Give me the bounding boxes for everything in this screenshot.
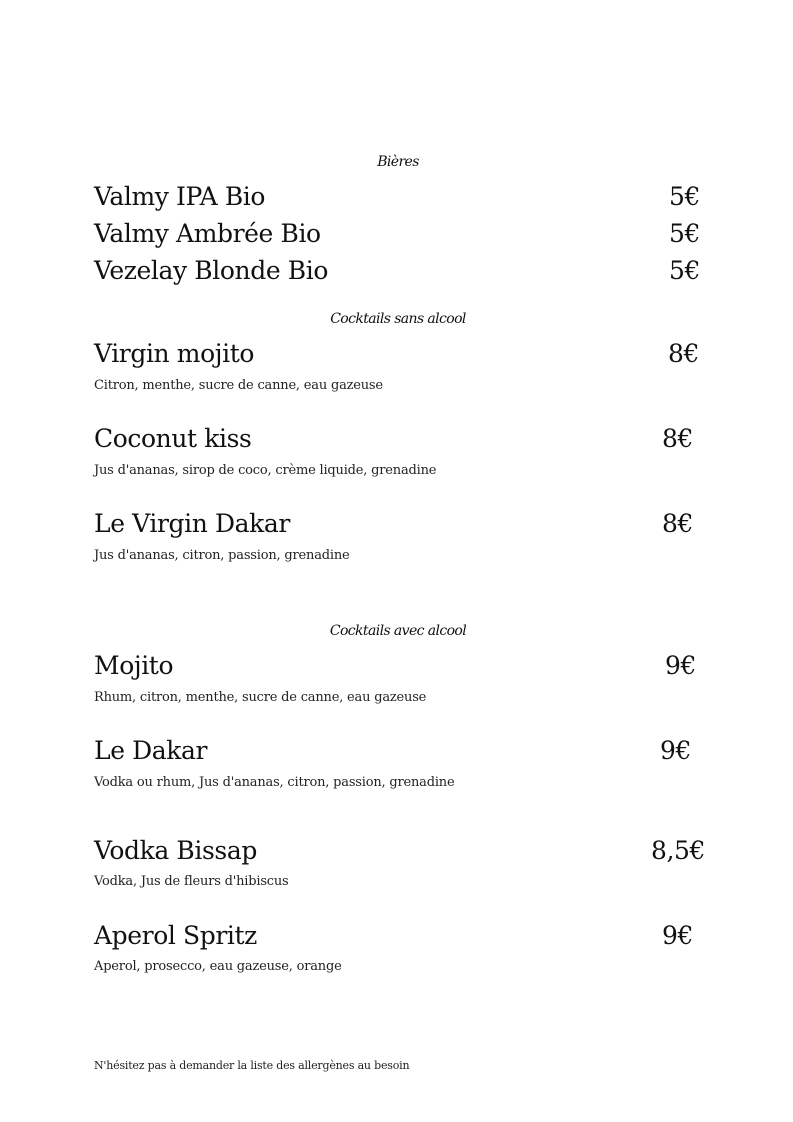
cocktail-price: 8,5€ (651, 836, 706, 865)
mocktail-description: Jus d'ananas, sirop de coco, crème liquide, grenadine (94, 463, 437, 478)
cocktail-name: Le Dakar (94, 736, 208, 765)
beer-name: Valmy IPA Bio (94, 182, 266, 211)
cocktail-description: Vodka ou rhum, Jus d'ananas, citron, passion, grenadine (94, 775, 455, 790)
cocktail-price: 9€ (660, 736, 692, 765)
beer-price: 5€ (669, 256, 701, 285)
mocktail-name: Le Virgin Dakar (94, 509, 290, 538)
mocktail-description: Citron, menthe, sucre de canne, eau gazeuse (94, 378, 383, 393)
mocktail-price: 8€ (668, 339, 700, 368)
beer-name: Vezelay Blonde Bio (94, 256, 328, 285)
mocktail-name: Virgin mojito (94, 339, 255, 368)
beer-price: 5€ (669, 219, 701, 248)
cocktail-name: Aperol Spritz (94, 921, 257, 950)
cocktail-price: 9€ (662, 921, 694, 950)
cocktail-name: Mojito (94, 651, 174, 680)
mocktail-name: Coconut kiss (94, 424, 252, 453)
section-title-mocktails: Cocktails sans alcool (330, 311, 466, 327)
beer-price: 5€ (669, 182, 701, 211)
allergen-note: N'hésitez pas à demander la liste des allergènes au besoin (94, 1059, 410, 1072)
mocktail-price: 8€ (662, 509, 694, 538)
beer-name: Valmy Ambrée Bio (94, 219, 321, 248)
cocktail-price: 9€ (665, 651, 697, 680)
cocktail-description: Aperol, prosecco, eau gazeuse, orange (94, 959, 342, 974)
mocktail-description: Jus d'ananas, citron, passion, grenadine (94, 548, 350, 563)
cocktail-description: Rhum, citron, menthe, sucre de canne, eau gazeuse (94, 690, 427, 705)
cocktail-description: Vodka, Jus de fleurs d'hibiscus (94, 874, 289, 889)
section-title-cocktails: Cocktails avec alcool (329, 623, 467, 639)
cocktail-name: Vodka Bissap (94, 836, 257, 865)
section-title-beers: Bières (377, 154, 419, 170)
mocktail-price: 8€ (662, 424, 694, 453)
